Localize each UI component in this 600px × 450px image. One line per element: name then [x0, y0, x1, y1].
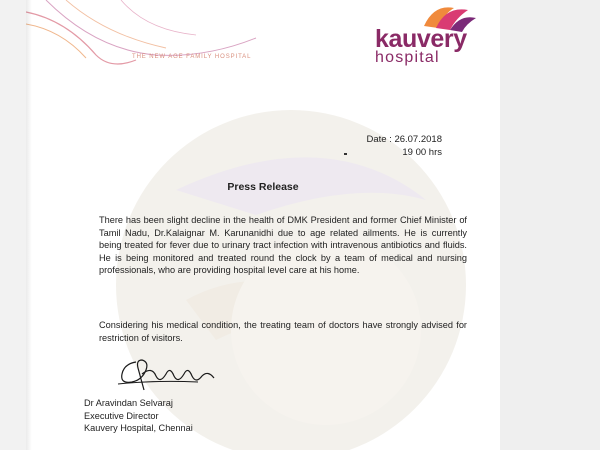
handwritten-signature: [116, 352, 236, 397]
paper-shadow-edge: [26, 0, 32, 450]
body-paragraph-1: There has been slight decline in the health of DMK President and former Chief Minister of Tamil Nadu, Dr.Kalaignar M. Karunanidhi due to age related ailments. He is currently being treated for fever due to urinary tract infection with intravenous antibiotics and fluids. He is being monitored and treated round the clock by a team of medical and nursing professionals, who are providing hospital level care at his home.: [99, 215, 467, 275]
brand-subtitle: hospital: [375, 49, 440, 66]
letter-page: [26, 0, 500, 450]
signatory-block: [84, 397, 193, 435]
release-time: 19 00 hrs: [402, 147, 442, 158]
release-date: Date : 26.07.2018: [366, 134, 442, 145]
signatory-designation: Executive Director: [84, 410, 159, 421]
scan-background-right: [500, 0, 600, 450]
brand-name: kauvery: [375, 25, 467, 53]
scan-speck: [344, 153, 347, 155]
scan-background-left: [0, 0, 26, 450]
signatory-name: Dr Aravindan Selvaraj: [84, 398, 173, 408]
body-paragraph-2: Considering his medical condition, the treating team of doctors have strongly advised for restriction of visitors.: [99, 320, 467, 343]
signatory-organization: Kauvery Hospital, Chennai: [84, 423, 193, 433]
date-block: [366, 133, 442, 159]
letterhead-tagline: THE NEW AGE FAMILY HOSPITAL: [132, 54, 252, 60]
document-title: Press Release: [227, 181, 299, 193]
